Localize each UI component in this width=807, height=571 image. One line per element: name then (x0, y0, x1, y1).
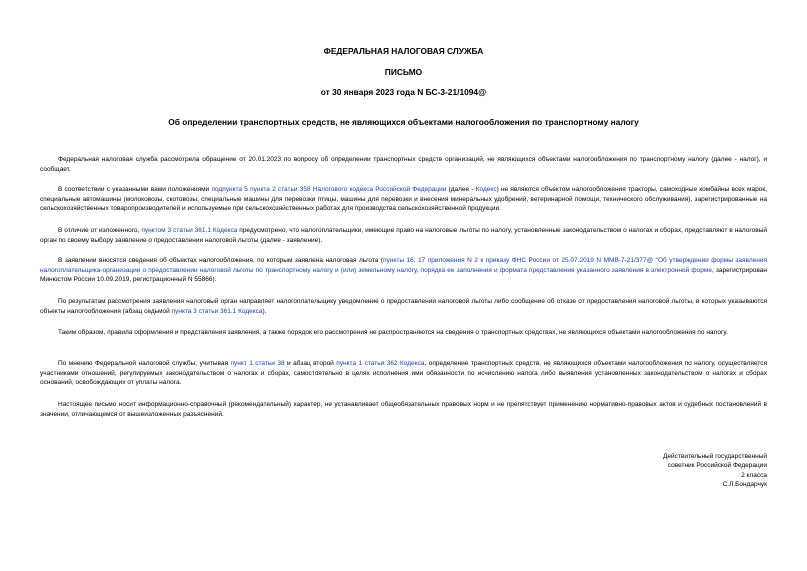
paragraph-4 (40, 256, 767, 285)
paragraph-7-text-c: , определение транспортных средств, не являющихся объектами налогообложения по налогу, осуществляется участниками отношений, регулируемых законодательством о налогах и сборах, самостоятельно в целях исполнения ими обязанности по исчислению налога либо выявления установленных законодательством о налогах и сборах оснований, освобождающих от уплаты налога. (40, 360, 767, 387)
paragraph-2-text-a: В соответствии с указанными вами положениями (58, 186, 212, 193)
signature-line-1: Действительный государственный (663, 453, 767, 460)
link-article-361-1[interactable]: пунктом 3 статьи 361.1 Кодекса (141, 227, 238, 234)
paragraph-6: Таким образом, правила оформления и представления заявления, а также порядок его рассмотрения не распространяются на сведения о транспортных средствах, не являющихся объектами налогообложения по налогу. (58, 329, 728, 336)
paragraph-7 (40, 359, 767, 388)
link-article-362[interactable]: пункта 1 статьи 362 Кодекса (336, 360, 425, 367)
paragraph-5 (40, 297, 767, 316)
link-tax-code[interactable]: Кодекс (475, 186, 497, 193)
paragraph-7-text-a: По мнению Федеральной налоговой службы, учитывая (58, 360, 231, 367)
paragraph-2-text-c: ) не являются объектом налогообложения тракторы, самоходные комбайны всех марок, специальные автомашины (молоковозы, скотовозы, специальные машины для перевозки птицы, машины для перевозки и внесения минеральных удобрений, ветеринарной помощи, технического обслуживания), зарегистрированные на сельскохозяйственных товаропроизводителей и используемые при сельскохозяйственных работах для производства сельскохозяйственной продукции. (40, 186, 768, 213)
paragraph-5-text-a: По результатам рассмотрения заявления налоговый орган направляет налогоплательщику уведомление о предоставлении налоговой льготы либо сообщение об отказе от предоставления налоговой льготы, в которых указываются объекты налогообложения (абзац седьмой (40, 298, 767, 315)
document-subject: Об определении транспортных средств, не являющихся объектами налогообложения по транспортному налогу (168, 117, 639, 127)
paragraph-3-text-a: В отличие от изложенного, (58, 227, 142, 234)
link-fns-order[interactable]: пункты 16, 17 приложения N 2 к приказу ФНС России от 25.07.2019 N ММВ-7-21/377@ "Об утверждении формы заявления налогоплательщика-организации о предоставлении налоговой льготы по транспортному налогу и (или) земельному налогу, порядка ее заполнения и формата представления указанного заявления в электронной форме (40, 257, 767, 274)
signature-line-3: 2 класса (741, 471, 767, 479)
agency-title: ФЕДЕРАЛЬНАЯ НАЛОГОВАЯ СЛУЖБА (323, 46, 484, 56)
paragraph-8: Настоящее письмо носит информационно-справочный (рекомендательный) характер, не устанавливает общеобязательных правовых норм и не препятствует применению нормативно-правовых актов и судебных постановлений в значении, отличающемся от вышеизложенных разъяснений. (40, 401, 767, 418)
paragraph-2-text-b: (далее - (446, 186, 476, 193)
signature-name: С.Л.Бондарчук (722, 480, 767, 488)
paragraph-3-text-b: предусмотрено, что налогоплательщики, имеющие право на налоговые льготы по налогу, установленные законодательством о налогах и сборах, представляют в налоговый орган по своему выбору заявление о предоставлении налоговой льготы (далее - заявление). (40, 227, 767, 244)
document-date-number: от 30 января 2023 года N БС-3-21/1094@ (320, 87, 487, 97)
paragraph-7-text-b: и абзац второй (284, 360, 337, 367)
link-article-38[interactable]: пункт 1 статьи 38 (230, 360, 285, 367)
signature-block (567, 452, 767, 489)
link-article-361-1-p3[interactable]: пункта 3 статьи 361.1 Кодекса (171, 307, 263, 315)
paragraph-2 (40, 185, 767, 214)
paragraph-1: Федеральная налоговая служба рассмотрела обращение от 20.01.2023 по вопросу об определении транспортных средств организаций, не являющихся объектами налогообложения по транспортному налогу (далее - налог), и сообщает. (40, 156, 767, 173)
paragraph-5-text-b: ). (262, 307, 267, 315)
link-tax-code-358[interactable]: подпункта 5 пункта 2 статьи 358 Налогового кодекса Российской Федерации (211, 186, 447, 193)
paragraph-4-text-b: , зарегистрирован Минюстом России 10.09.2019, регистрационный N 55866). (40, 266, 768, 284)
paragraph-4-text-a: В заявлении вносятся сведения об объектах налогообложения, по которым заявлена налоговая льгота ( (58, 257, 384, 264)
signature-line-2: советник Российской Федерации (667, 462, 767, 470)
paragraph-3 (40, 226, 767, 245)
document-type: ПИСЬМО (384, 67, 423, 77)
